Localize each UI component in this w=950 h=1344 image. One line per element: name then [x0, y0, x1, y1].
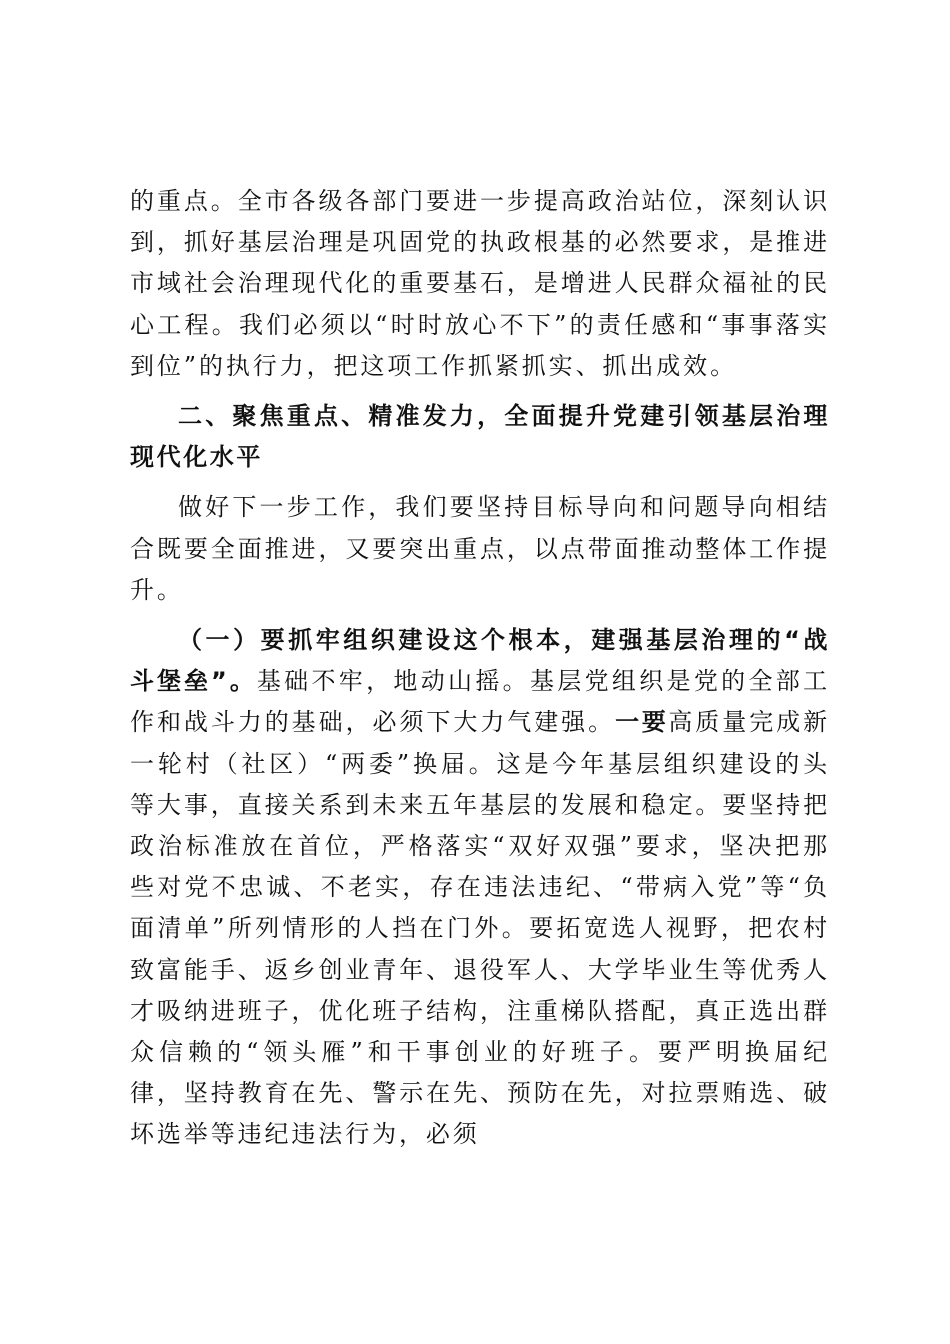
section-heading-2: 二、聚焦重点、精准发力，全面提升党建引领基层治理现代化水平: [130, 402, 830, 472]
point-marker-1: 一要: [615, 708, 669, 737]
document-page: [130, 181, 830, 1156]
paragraph-intro: 做好下一步工作，我们要坚持目标导向和问题导向相结合既要全面推进，又要突出重点，以点带面推动整体工作提升。: [130, 493, 830, 604]
paragraph-organization-text-a: 基础不牢，地动山摇。基层党组织是党的全部工作和战斗力的基础，必须下大力气建强。: [130, 667, 830, 737]
paragraph-organization: [130, 620, 830, 1156]
paragraph-continuation: 的重点。全市各级各部门要进一步提高政治站位，深刻认识到，抓好基层治理是巩固党的执政根基的必然要求，是推进市域社会治理现代化的重要基石，是增进人民群众福祉的民心工程。我们必须以“时时放心不下”的责任感和“事事落实到位”的执行力，把这项工作抓紧抓实、抓出成效。: [130, 187, 830, 380]
subsection-heading-1: （一）要抓牢组织建设这个根本，建强基层治理的“战斗堡垒”。: [130, 626, 830, 696]
paragraph-organization-text-b: 高质量完成新一轮村（社区）“两委”换届。这是今年基层组织建设的头等大事，直接关系到未来五年基层的发展和稳定。要坚持把政治标准放在首位，严格落实“双好双强”要求，坚决把那些对党不忠诚、不老实，存在违法违纪、“带病入党”等“负面清单”所列情形的人挡在门外。要拓宽选人视野，把农村致富能手、返乡创业青年、退役军人、大学毕业生等优秀人才吸纳进班子，优化班子结构，注重梯队搭配，真正选出群众信赖的“领头雁”和干事创业的好班子。要严明换届纪律，坚持教育在先、警示在先、预防在先，对拉票贿选、破坏选举等违纪违法行为，必须: [130, 708, 830, 1149]
